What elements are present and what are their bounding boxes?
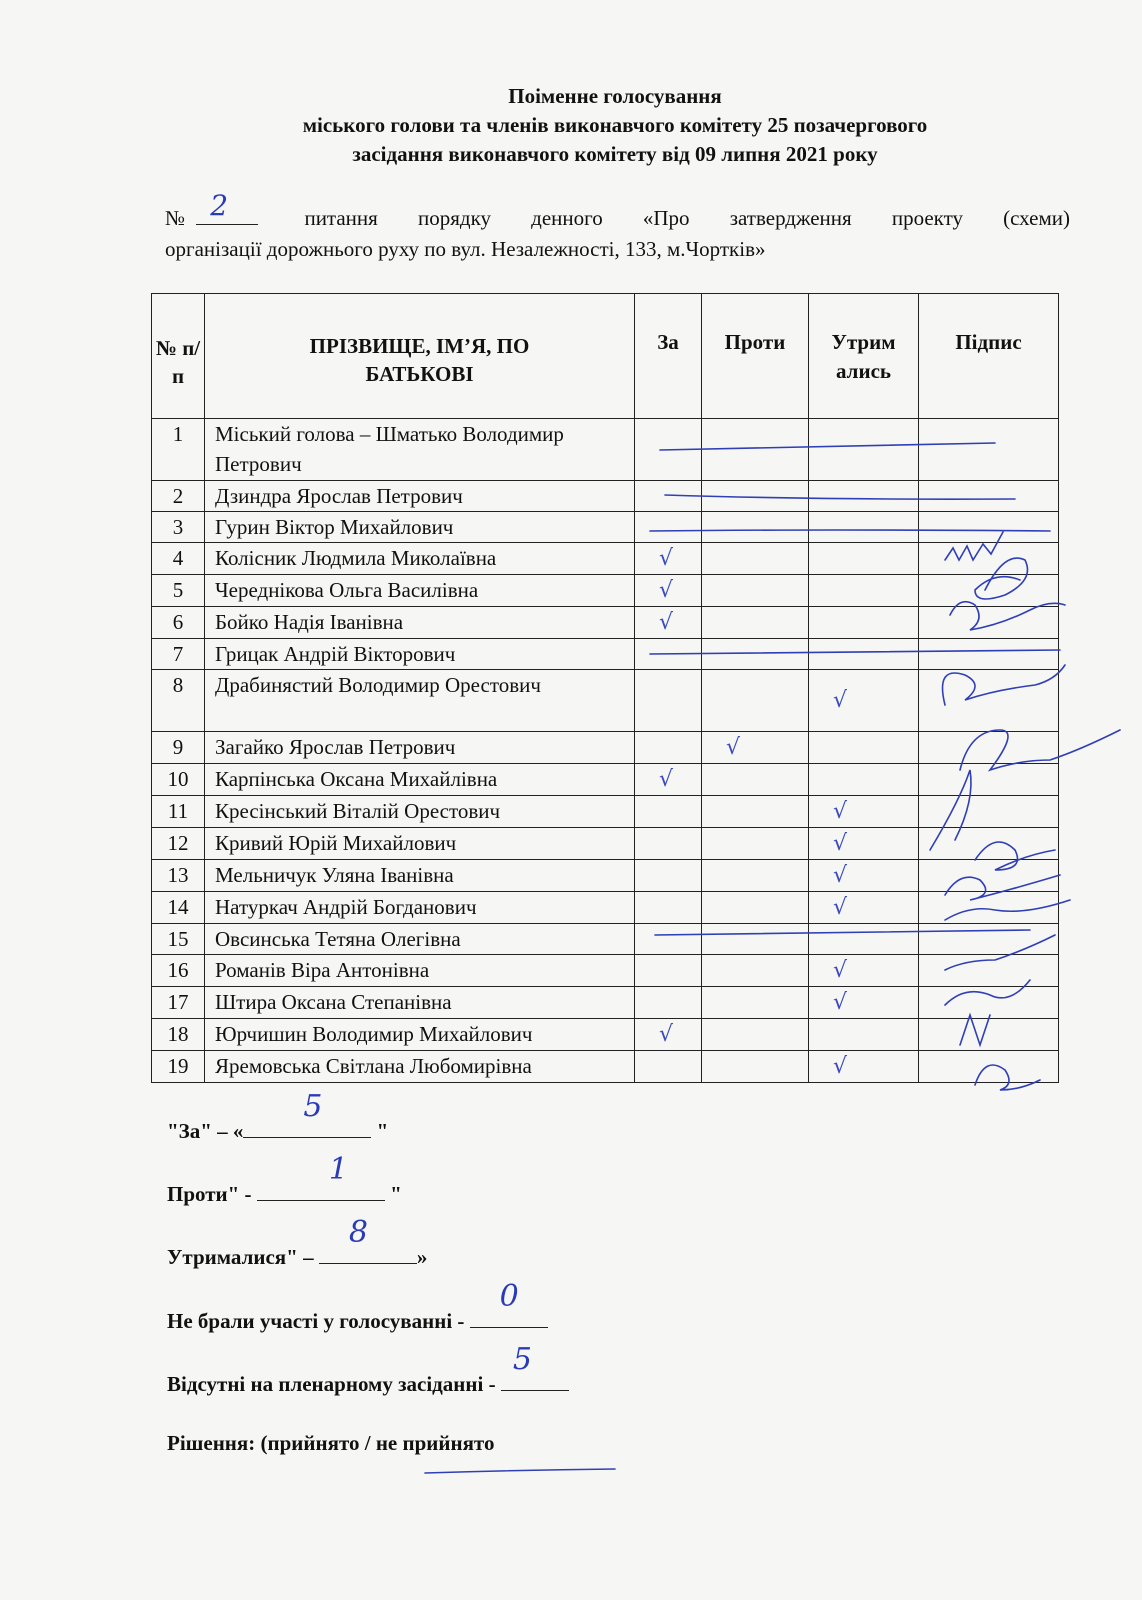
- row-number: 13: [152, 860, 205, 892]
- vote-cell-abstained: [809, 924, 919, 955]
- question-number-blank: [196, 189, 258, 225]
- vote-cell-for: [635, 1019, 702, 1051]
- vote-cell-for: [635, 732, 702, 764]
- vote-tick-mark: √: [659, 546, 674, 571]
- total-not-participated-label: Не брали участі у голосуванні -: [167, 1309, 470, 1333]
- vote-tick-mark: √: [659, 1022, 674, 1047]
- total-absent-line: [167, 1342, 569, 1397]
- vote-cell-against: [702, 955, 809, 987]
- vote-cell-against: [702, 796, 809, 828]
- vote-cell-abstained: [809, 764, 919, 796]
- total-abstained-line: [167, 1215, 428, 1270]
- voting-table: [151, 293, 1059, 1083]
- vote-cell-abstained: [809, 892, 919, 924]
- vote-cell-against: [702, 670, 809, 732]
- header-abstained-line-2: ались: [836, 359, 891, 383]
- row-number: 1: [152, 419, 205, 481]
- member-name: Міський голова – Шматько Володимир Петрович: [205, 419, 635, 481]
- member-name: Кресінський Віталій Орестович: [205, 796, 635, 828]
- vote-cell-abstained: [809, 860, 919, 892]
- total-against-label: Проти" -: [167, 1182, 257, 1206]
- table-row: [152, 764, 1059, 796]
- vote-tick-mark: √: [659, 578, 674, 603]
- signature-cell: [919, 796, 1059, 828]
- vote-cell-against: [702, 481, 809, 512]
- total-for-value: 5: [303, 1089, 323, 1124]
- member-name: Романів Віра Антонівна: [205, 955, 635, 987]
- table-row: [152, 732, 1059, 764]
- number-sign: №: [165, 206, 186, 230]
- member-name: Грицак Андрій Вікторович: [205, 639, 635, 670]
- table-row: [152, 575, 1059, 607]
- vote-cell-against: [702, 892, 809, 924]
- signature-cell: [919, 955, 1059, 987]
- total-abstained-blank: [319, 1215, 417, 1264]
- question-word: проекту: [891, 206, 963, 230]
- signature-cell: [919, 732, 1059, 764]
- vote-cell-for: [635, 481, 702, 512]
- vote-cell-abstained: [809, 419, 919, 481]
- vote-tick-mark: √: [659, 767, 674, 792]
- vote-cell-for: [635, 670, 702, 732]
- vote-tick-mark: √: [833, 1054, 848, 1079]
- vote-tick-mark: √: [726, 735, 741, 760]
- row-number: 18: [152, 1019, 205, 1051]
- row-number: 2: [152, 481, 205, 512]
- row-number: 9: [152, 732, 205, 764]
- total-abstained-value: 8: [348, 1215, 368, 1250]
- vote-cell-abstained: [809, 481, 919, 512]
- row-number: 11: [152, 796, 205, 828]
- member-name: Овсинська Тетяна Олегівна: [205, 924, 635, 955]
- vote-cell-against: [702, 512, 809, 543]
- table-row: [152, 543, 1059, 575]
- table-header-row: [152, 294, 1059, 419]
- vote-tick-mark: √: [833, 895, 848, 920]
- vote-cell-for: [635, 1051, 702, 1083]
- member-name: Загайко Ярослав Петрович: [205, 732, 635, 764]
- signature-cell: [919, 892, 1059, 924]
- question-word: питання: [304, 206, 378, 230]
- vote-cell-against: [702, 1019, 809, 1051]
- decision-underline: [425, 1469, 615, 1473]
- total-against-value: 1: [328, 1152, 348, 1187]
- signature-cell: [919, 764, 1059, 796]
- total-for-blank: [243, 1089, 371, 1138]
- signature-cell: [919, 1019, 1059, 1051]
- header-abstained: [809, 294, 919, 419]
- question-number: [165, 189, 264, 234]
- vote-cell-against: [702, 419, 809, 481]
- total-not-participated-value: 0: [499, 1279, 519, 1314]
- vote-cell-abstained: [809, 1019, 919, 1051]
- vote-cell-for: [635, 987, 702, 1019]
- row-number: 3: [152, 512, 205, 543]
- vote-tick-mark: √: [833, 831, 848, 856]
- header-signature: Підпис: [919, 294, 1059, 419]
- member-name: Карпінська Оксана Михайлівна: [205, 764, 635, 796]
- heading-line-2: міського голови та членів виконавчого комітету 25 позачергового: [302, 113, 928, 137]
- total-absent-blank: [501, 1342, 569, 1391]
- question-word: «Про: [642, 206, 690, 230]
- question-line-1: [165, 189, 1070, 234]
- heading-line-3: засідання виконавчого комітету від 09 липня 2021 року: [352, 142, 878, 166]
- signature-cell: [919, 670, 1059, 732]
- vote-cell-against: [702, 575, 809, 607]
- total-against-end: ": [384, 1182, 402, 1206]
- vote-cell-for: [635, 796, 702, 828]
- question-word: затвердження: [729, 206, 852, 230]
- total-absent-value: 5: [512, 1342, 532, 1377]
- header-abstained-line-1: Утрим: [831, 330, 896, 354]
- table-row: [152, 955, 1059, 987]
- vote-cell-for: [635, 607, 702, 639]
- member-name: Череднікова Ольга Василівна: [205, 575, 635, 607]
- total-for-end: ": [371, 1119, 389, 1143]
- row-number: 6: [152, 607, 205, 639]
- question-line-2: організації дорожнього руху по вул. Незалежності, 133, м.Чортків»: [165, 237, 766, 261]
- member-name: Мельничук Уляна Іванівна: [205, 860, 635, 892]
- member-name: Юрчишин Володимир Михайлович: [205, 1019, 635, 1051]
- row-number: 19: [152, 1051, 205, 1083]
- signature-cell: [919, 860, 1059, 892]
- total-abstained-end: »: [416, 1245, 428, 1269]
- total-for-line: [167, 1089, 389, 1144]
- vote-cell-against: [702, 543, 809, 575]
- table-row: [152, 892, 1059, 924]
- vote-tick-mark: √: [833, 799, 848, 824]
- signature-cell: [919, 512, 1059, 543]
- row-number: 5: [152, 575, 205, 607]
- voting-table-body: [152, 419, 1059, 1083]
- total-against-line: [167, 1152, 402, 1207]
- heading-line-1: Поіменне голосування: [508, 84, 722, 108]
- question-word: (схеми): [1003, 206, 1070, 230]
- vote-cell-abstained: [809, 575, 919, 607]
- signature-cell: [919, 828, 1059, 860]
- member-name: Колісник Людмила Миколаївна: [205, 543, 635, 575]
- total-abstained-label: Утрималися" –: [167, 1245, 319, 1269]
- vote-tick-mark: √: [833, 990, 848, 1015]
- member-name: Кривий Юрій Михайлович: [205, 828, 635, 860]
- member-name: Драбинястий Володимир Орестович: [205, 670, 635, 732]
- vote-cell-against: [702, 732, 809, 764]
- table-row: [152, 1051, 1059, 1083]
- table-row: [152, 639, 1059, 670]
- row-number: 12: [152, 828, 205, 860]
- vote-cell-for: [635, 924, 702, 955]
- document-heading: [150, 82, 1080, 169]
- row-number: 4: [152, 543, 205, 575]
- vote-cell-against: [702, 639, 809, 670]
- vote-cell-against: [702, 924, 809, 955]
- header-name: [205, 294, 635, 419]
- signature-cell: [919, 575, 1059, 607]
- vote-cell-for: [635, 860, 702, 892]
- vote-cell-against: [702, 1051, 809, 1083]
- header-num-text: № п/п: [155, 336, 201, 388]
- vote-cell-abstained: [809, 955, 919, 987]
- total-absent-label: Відсутні на пленарному засіданні -: [167, 1372, 501, 1396]
- signature-cell: [919, 639, 1059, 670]
- vote-tick-mark: √: [659, 610, 674, 635]
- vote-cell-for: [635, 543, 702, 575]
- table-row: [152, 481, 1059, 512]
- member-name: Яремовська Світлана Любомирівна: [205, 1051, 635, 1083]
- signature-cell: [919, 1051, 1059, 1083]
- vote-cell-abstained: [809, 607, 919, 639]
- row-number: 16: [152, 955, 205, 987]
- header-num: [152, 294, 205, 419]
- table-row: [152, 607, 1059, 639]
- vote-cell-for: [635, 419, 702, 481]
- table-row: [152, 670, 1059, 732]
- signature-cell: [919, 924, 1059, 955]
- member-name: Натуркач Андрій Богданович: [205, 892, 635, 924]
- member-name: Гурин Віктор Михайлович: [205, 512, 635, 543]
- vote-cell-against: [702, 764, 809, 796]
- vote-cell-for: [635, 892, 702, 924]
- vote-cell-against: [702, 607, 809, 639]
- vote-cell-abstained: [809, 732, 919, 764]
- vote-cell-against: [702, 860, 809, 892]
- vote-cell-for: [635, 639, 702, 670]
- vote-cell-for: [635, 955, 702, 987]
- decision-line: Рішення: (прийнято / не прийнято: [167, 1431, 495, 1455]
- vote-cell-for: [635, 512, 702, 543]
- vote-cell-abstained: [809, 670, 919, 732]
- row-number: 10: [152, 764, 205, 796]
- handwritten-question-number: 2: [210, 189, 229, 222]
- vote-cell-against: [702, 987, 809, 1019]
- table-row: [152, 828, 1059, 860]
- table-row: [152, 987, 1059, 1019]
- total-not-participated-blank: [470, 1279, 548, 1328]
- row-number: 15: [152, 924, 205, 955]
- header-against: Проти: [702, 294, 809, 419]
- signature-cell: [919, 607, 1059, 639]
- question-word: порядку: [417, 206, 491, 230]
- vote-cell-for: [635, 575, 702, 607]
- signature-cell: [919, 987, 1059, 1019]
- table-row: [152, 796, 1059, 828]
- row-number: 8: [152, 670, 205, 732]
- member-name: Дзиндра Ярослав Петрович: [205, 481, 635, 512]
- member-name: Бойко Надія Іванівна: [205, 607, 635, 639]
- vote-cell-abstained: [809, 1051, 919, 1083]
- row-number: 14: [152, 892, 205, 924]
- question-word: денного: [531, 206, 603, 230]
- vote-cell-abstained: [809, 512, 919, 543]
- row-number: 17: [152, 987, 205, 1019]
- table-row: [152, 1019, 1059, 1051]
- table-row: [152, 512, 1059, 543]
- vote-cell-abstained: [809, 796, 919, 828]
- table-row: [152, 860, 1059, 892]
- total-for-label: "За" – «: [167, 1119, 244, 1143]
- header-for: За: [635, 294, 702, 419]
- vote-cell-abstained: [809, 639, 919, 670]
- total-against-blank: [257, 1152, 385, 1201]
- signature-cell: [919, 419, 1059, 481]
- signature-cell: [919, 543, 1059, 575]
- vote-tick-mark: √: [833, 688, 848, 713]
- vote-cell-for: [635, 764, 702, 796]
- vote-cell-abstained: [809, 987, 919, 1019]
- agenda-question: [165, 189, 1070, 265]
- row-number: 7: [152, 639, 205, 670]
- vote-cell-abstained: [809, 828, 919, 860]
- vote-tick-mark: √: [833, 863, 848, 888]
- header-name-line-1: ПРІЗВИЩЕ, ІМ’Я, ПО: [309, 334, 530, 358]
- table-row: [152, 924, 1059, 955]
- vote-cell-abstained: [809, 543, 919, 575]
- vote-tick-mark: √: [833, 958, 848, 983]
- vote-cell-against: [702, 828, 809, 860]
- total-not-participated-line: [167, 1279, 548, 1334]
- vote-cell-for: [635, 828, 702, 860]
- table-row: [152, 419, 1059, 481]
- member-name: Штира Оксана Степанівна: [205, 987, 635, 1019]
- signature-cell: [919, 481, 1059, 512]
- header-name-line-2: БАТЬКОВІ: [365, 362, 474, 386]
